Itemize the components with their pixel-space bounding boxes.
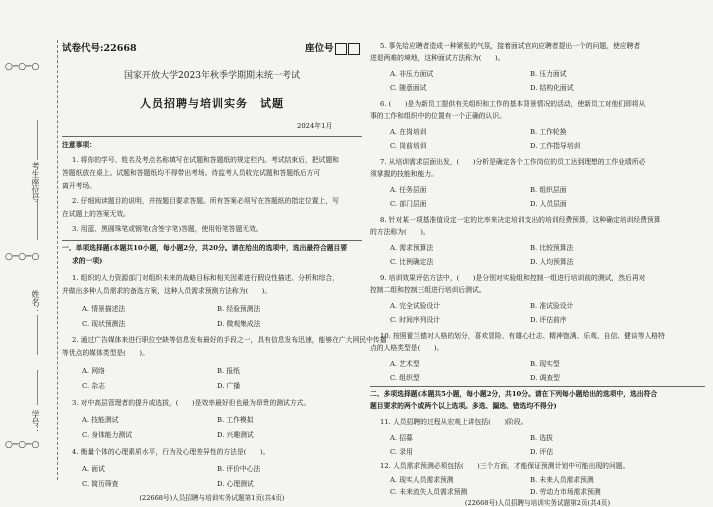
seat-number-field-line: [37, 120, 38, 160]
answer-option: D. 人员层面: [530, 200, 567, 208]
answer-option: C. 杂志: [82, 382, 105, 390]
course-title: 人员招聘与培训实务 试题: [140, 97, 284, 110]
answer-option: B. 工作轮换: [530, 128, 567, 136]
question-text: 9. 培训效果评估方法中，( )是分别对实验组和控制一组进行培训前的测试，然后再对: [380, 274, 646, 282]
answer-option: C. 岗前培训: [390, 142, 427, 150]
answer-option: D. 兴趣测试: [217, 431, 254, 439]
divider: [62, 136, 362, 137]
answer-option: C. 简历筛查: [82, 480, 119, 488]
answer-option: D. 评估前序: [530, 316, 567, 324]
answer-option: B. 比较预算法: [530, 244, 574, 252]
answer-option: B. 报纸: [217, 367, 240, 375]
seat-box: [335, 43, 347, 55]
note-line: 离开考场。: [62, 182, 96, 190]
answer-option: B. 准试验设计: [530, 302, 574, 310]
question-text: 5. 事先给应聘者造成一种紧张的气氛，接着面试官向应聘者提出一个的问题，使应聘者: [380, 42, 641, 50]
answer-option: A. 情景描述法: [82, 305, 126, 313]
answer-option: B. 工作模拟: [217, 416, 254, 424]
question-text: 3. 对中高层管理者的提升或选拔，( )是效率最好但也最为昂贵的测试方式。: [72, 399, 311, 407]
exam-code: 试卷代号:22668: [62, 43, 137, 54]
seat-number-field-line: [37, 200, 38, 240]
question-text: 的方法称为( )。: [370, 228, 430, 236]
question-text: 4. 衡量个体的心理素质水平，行为及心理差异性的方法是( )。: [72, 448, 270, 456]
answer-option: A. 面试: [82, 465, 105, 473]
answer-option: A. 网络: [82, 367, 105, 375]
question-text: 2. 通过广告媒体来进行职位空缺等信息发布最好的手段之一，具有信息发布迅速，能够在广大网民中传播: [72, 336, 387, 344]
student-id-field-label: 学号：: [31, 410, 40, 434]
question-text: 等优点的媒体类型是( )。: [62, 349, 149, 357]
answer-option: D. 工作指导培训: [530, 142, 581, 150]
right-column: [370, 40, 710, 507]
note-line: 2. 仔细阅读题目的说明，并按题目要求答题。所有答案必须写在答题纸的指定位置上，写: [72, 197, 339, 205]
binding-hole-mark: ○─○─○: [5, 252, 40, 262]
notes-heading: 注意事项：: [62, 141, 96, 149]
seat-number-field-label: 考生座位号：: [31, 162, 40, 210]
answer-option: C. 随意面试: [390, 84, 427, 92]
seat-box: [348, 43, 360, 55]
seat-number-box: [305, 40, 360, 55]
answer-option: C. 比例确定法: [390, 258, 434, 266]
note-line: 答题纸放在桌上。试题和答题纸均不得带出考场。待监考人员收完试题和答题纸后方可: [62, 169, 321, 177]
answer-option: A. 现实人员需求预测: [390, 476, 454, 484]
section1-heading: 一、单项选择题(本题共10小题，每小题2分，共20分。请在给出的选项中，选出最符合题目要: [62, 244, 348, 252]
section2-heading-cont: 题目要求的两个或两个以上选项。多选、漏选、错选均不得分): [370, 402, 557, 410]
answer-option: B. 压力面试: [530, 70, 567, 78]
question-text: 进退两难的境地，这种面试方法称为( )。: [370, 54, 505, 62]
answer-option: D. 结构化面试: [530, 84, 574, 92]
note-line: 1. 将你的学号、姓名及考点名称填写在试题和答题纸的规定栏内。考试结束后，把试题和: [72, 156, 339, 164]
question-text: 须掌握的技能和能力。: [370, 170, 438, 178]
divider: [370, 386, 705, 387]
answer-option: D. 人均预算法: [530, 258, 574, 266]
answer-option: A. 完全试验设计: [390, 302, 441, 310]
answer-option: A. 艺术型: [390, 360, 420, 368]
question-text: 事的工作和组织中的位置有一个正确的认识。: [370, 112, 506, 120]
answer-option: D. 评估: [530, 448, 554, 456]
question-text: 12. 人员需求预测必须包括( )三个方面，才能保证预测计划中可能出现的问题。: [380, 462, 630, 470]
answer-option: A. 任务层面: [390, 186, 427, 194]
question-text: 8. 针对某一项基准值设定一定的比率来决定培训支出的培训经费预算，这种确定培训经费预算: [380, 216, 661, 224]
question-text: 控制二组和控制三组进行培训后测试。: [370, 286, 486, 294]
name-field-label: 姓名：: [31, 290, 40, 314]
answer-option: D. 调查型: [530, 374, 560, 382]
section1-heading-cont: 求的一项): [72, 257, 103, 265]
name-field-line: [37, 315, 38, 355]
question-text: 点的人格类型是( )。: [370, 344, 444, 352]
answer-option: C. 组织型: [390, 374, 420, 382]
answer-option: B. 评价中心法: [217, 465, 261, 473]
exam-date: 2024年1月: [297, 122, 333, 130]
answer-option: D. 心理测试: [217, 480, 254, 488]
answer-option: A. 技能测试: [82, 416, 119, 424]
answer-option: C. 部门层面: [390, 200, 427, 208]
divider: [62, 240, 362, 241]
binding-hole-mark: ○─○─○: [5, 62, 40, 72]
section2-heading: 二、多项选择题(本题共5小题，每小题2分，共10分。请在下列每小题给出的选项中，选出符合: [370, 390, 658, 398]
student-id-field-line: [37, 370, 38, 405]
answer-option: A. 非压力面试: [390, 70, 434, 78]
question-text: 10. 按照霍兰德对人格的划分，喜欢冒险、有雄心壮志、精神饱满、乐观、自信、健谈等人格特: [380, 332, 665, 340]
page-footer: (22668号)人员招聘与培训实务试题第1页(共4页): [139, 494, 285, 502]
answer-option: D. 微观集成法: [217, 320, 261, 328]
answer-option: B. 现实型: [530, 360, 560, 368]
answer-option: C. 未来流失人员需求预测: [390, 488, 468, 496]
question-text: 7. 从培训需求层面出发，( )分析是确定各个工作岗位的员工达到理想的工作业绩所必: [380, 158, 646, 166]
university-title: 国家开放大学2023年秋季学期期末统一考试: [124, 71, 300, 81]
note-line: 在试题上的答案无效。: [62, 210, 130, 218]
answer-option: C. 身体能力测试: [82, 431, 133, 439]
answer-option: C. 录用: [390, 448, 413, 456]
seat-label: 座位号: [305, 43, 334, 54]
question-text: 6. ( )是为新员工提供有关组织和工作的基本背景情况的活动，使新员工对他们即将从: [380, 100, 646, 108]
answer-option: A. 招募: [390, 434, 413, 442]
answer-option: D. 劳动力市场需求预测: [530, 488, 601, 496]
question-text: 1. 组织的人力资源部门对组织未来的战略目标和相关因素进行假设性描述、分析和综合，: [72, 274, 339, 282]
question-text: 11. 人员招聘的过程从宏观上讲包括( )阶段。: [380, 418, 528, 426]
answer-option: A. 需求预算法: [390, 244, 434, 252]
answer-option: C. 时间序列设计: [390, 316, 441, 324]
binding-cut-line: [57, 40, 58, 480]
question-text: 并做出多种人员需求的备选方案，这种人员需求预测方法称为( )。: [62, 287, 272, 295]
note-line: 3. 用蓝、黑圆珠笔或钢笔(含签字笔)答题，使用铅笔答题无效。: [72, 225, 263, 233]
answer-option: C. 现状预测法: [82, 320, 126, 328]
answer-option: B. 未来人员需求预测: [530, 476, 594, 484]
answer-option: B. 经验预测法: [217, 305, 261, 313]
answer-option: B. 组织层面: [530, 186, 567, 194]
page-footer: (22668号)人员招聘与培训实务试题第2页(共4页): [464, 499, 611, 507]
binding-hole-mark: ○─○─○: [5, 440, 40, 450]
answer-option: D. 广播: [217, 382, 241, 390]
answer-option: B. 选拔: [530, 434, 553, 442]
left-column: [62, 40, 387, 502]
answer-option: A. 在岗培训: [390, 128, 427, 136]
